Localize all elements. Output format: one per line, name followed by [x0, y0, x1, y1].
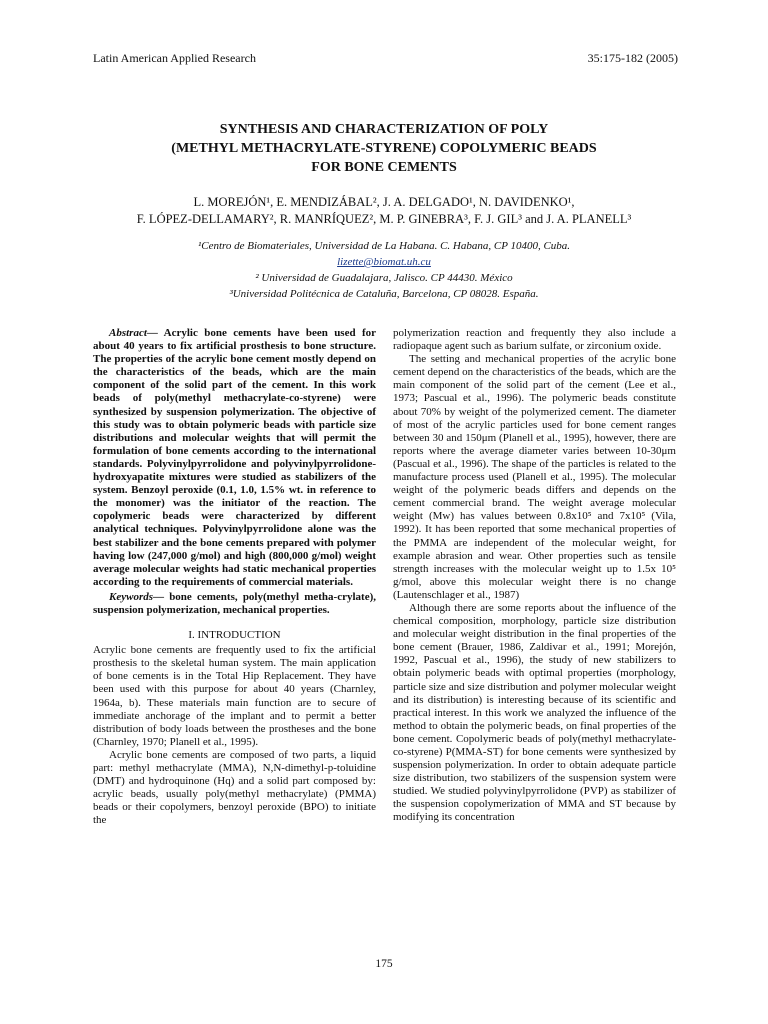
journal-name: Latin American Applied Research: [93, 51, 256, 65]
right-column: [393, 327, 676, 825]
paper-title: [60, 120, 708, 177]
abstract-lead: Abstract—: [109, 327, 158, 339]
email-link[interactable]: lizette@biomat.uh.cu: [337, 256, 431, 268]
affiliation-3: ³Universidad Politécnica de Cataluña, Barcelona, CP 08028. España.: [229, 288, 539, 300]
title-line-2: (METHYL METHACRYLATE-STYRENE) COPOLYMERIC BEADS: [171, 141, 597, 156]
right-paragraph-1: The setting and mechanical properties of the acrylic bone cement depend on the characteristics of the beads, which are the main component of the solid part of the cement (Lee et al., 1973; Pascual et al., 1996). The polymeric beads constitute about 70% by weight of the polymerized cement. The diameter of most of the acrylic particles used for bone cement ranges between 30 and 150μm (Planell et al., 1995), however, there are reports where the average diameter varies between 10-30μm (Pascual et al., 1996). The shape of the particles is related to the manufacture process used (Planell et al., 1995). The molecular weight of the polymeric beads differs and depends on the cement commercial brand. The weight average molecular weight (Mw) has values between 0.8x10⁵ and 7x10⁵ (Vila, 1992). It has been reported that some mechanical properties of the PMMA are independent of the molecular weight, for example abrasion and wear. Other properties such as tensile strength increases with the molecular weight up to 1.5x 10⁵ g/mol, above this molecular weight there is no change (Lautenschlager et al., 1987): [393, 353, 676, 601]
title-line-1: SYNTHESIS AND CHARACTERIZATION OF POLY: [219, 122, 549, 137]
intro-paragraph-1: Acrylic bone cements are frequently used to fix the artificial prosthesis to the skeletal human system. The main application of bone cements is in the Total Hip Replacement. They have been used with this purpose for about 40 years (Charnley, 1964a, b). These materials main function are to secure of immediate anchorage of the implant and to permit a better distribution of body loads between the prostheses and the bone (Charnley, 1970; Planell et al., 1995).: [93, 644, 376, 748]
abstract: [93, 327, 376, 589]
affiliation-2: ² Universidad de Guadalajara, Jalisco. CP 44430. México: [255, 272, 513, 284]
abstract-text: Acrylic bone cements have been used for about 40 years to fix artificial prosthesis to bone structure. The properties of the acrylic bone cement mostly depend on the characteristics of the beads, which are the main component of the solid part of the cement. In this work beads of poly(methyl methacrylate-co-styrene) were synthesized by suspension polymerization. The objective of this study was to obtain polymeric beads with particle size distributions and molecular weights that will permit the formulation of bone cements according to the international standards. Polyvinylpyrrolidone and polyvinylpyrrolidone-hydroxyapatite mixtures were studied as stabilizers of the system. Benzoyl peroxide (0.1, 1.0, 1.5% wt. in reference to the monomer) was the initiator of the reaction. The copolymeric beads were characterized by different analytical techniques. Polyvinylpyrrolidone alone was the best stabilizer and the bone cements prepared with polymer having low (247,000 g/mol) and high (800,000 g/mol) weight average molecular weights had static mechanical properties according to the requirements of commercial materials.: [93, 327, 376, 588]
left-column: [93, 327, 376, 827]
author-list: [40, 194, 728, 228]
keywords: [93, 591, 376, 617]
right-paragraph-0: polymerization reaction and frequently they also include a radiopaque agent such as barium sulfate, or zirconium oxide.: [393, 327, 676, 353]
running-header: [93, 51, 678, 66]
affiliation-1: ¹Centro de Biomateriales, Universidad de La Habana. C. Habana, CP 10400, Cuba.: [197, 240, 571, 252]
authors-line-2: F. LÓPEZ-DELLAMARY², R. MANRÍQUEZ², M. P. GINEBRA³, F. J. GIL³ and J. A. PLANELL³: [136, 212, 632, 226]
intro-paragraph-2: Acrylic bone cements are composed of two parts, a liquid part: methyl methacrylate (MMA), N,N-dimethyl-p-toluidine (DMT) and hydroquinone (Hq) and a solid part composed by: acrylic beads, usually poly(methyl methacrylate) (PMMA) beads or their copolymers, benzoyl peroxide (BPO) to initiate the: [93, 748, 376, 827]
section-heading-introduction: I. INTRODUCTION: [188, 629, 281, 642]
keywords-text: — bone cements, poly(methyl metha-crylate), suspension polymerization, mechanical properties.: [93, 590, 376, 616]
affiliations: [40, 238, 728, 302]
right-paragraph-2: Although there are some reports about the influence of the chemical composition, morphology, particle size distribution and molecular weight distribution in the final properties of the bone cement (Brauer, 1986, Zaldivar et al., 1991; Morejón, 1992, Pascual et al., 1996), the study of new stabilizers to obtain polymeric beads with optimal properties (morphology, particle size and size distribution and polymer molecular weight and its distribution) is interesting because of its scientific and practical interest. In this work we analyzed the influence of the method to obtain the polymeric beads, on final properties of the bone cement. Copolymeric beads of poly(methyl methacrylate-co-styrene) P(MMA-ST) for bone cements were synthesized by suspension polymerization. In order to obtain adequate particle size distribution, two stabilizers of the suspension system were studied. We studied polyvinylpyrrolidone (PVP) as stabilizer of the suspension copolymerization of MMA and ST because by modifying its concentration: [393, 601, 676, 824]
authors-line-1: L. MOREJÓN¹, E. MENDIZÁBAL², J. A. DELGADO¹, N. DAVIDENKO¹,: [193, 195, 575, 209]
title-line-3: FOR BONE CEMENTS: [311, 160, 457, 175]
keywords-lead: Keywords: [109, 590, 153, 603]
citation: 35:175-182 (2005): [587, 51, 678, 65]
page-number: 175: [375, 958, 393, 970]
